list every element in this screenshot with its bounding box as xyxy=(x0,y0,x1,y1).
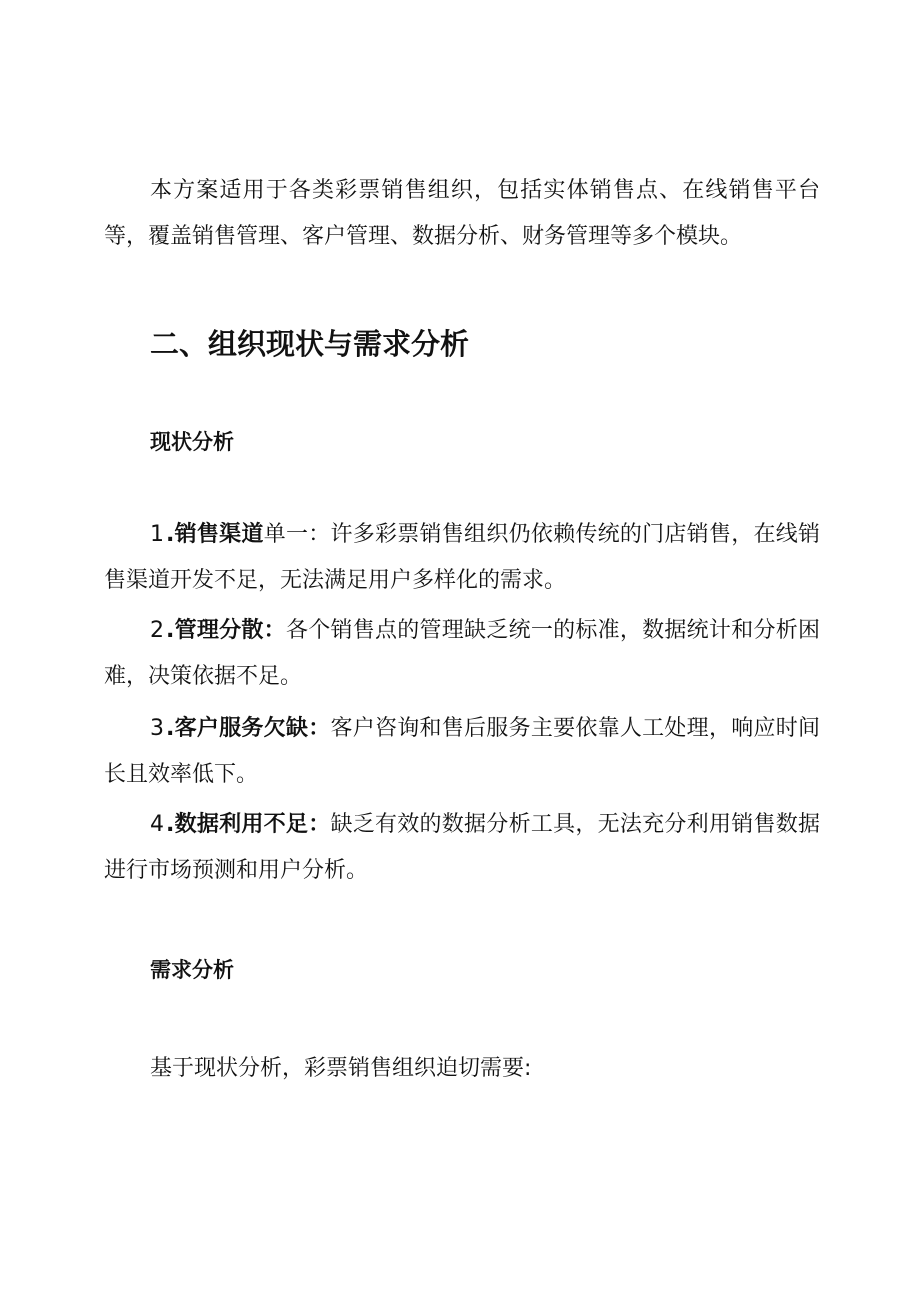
item-label: .数据利用不足： xyxy=(166,812,331,837)
status-item-1 xyxy=(104,512,820,604)
needs-intro-paragraph: 基于现状分析，彩票销售组织迫切需要: xyxy=(150,1056,532,1081)
item-number: 2 xyxy=(150,618,164,643)
item-text: 单一：许多彩票销售组织仍依赖传统的门店销售，在线销售渠道开发不足，无法满足用户多样化的需求。 xyxy=(104,522,820,593)
item-text: 客户咨询和售后服务主要依靠人工处理，响应时间长且效率低下。 xyxy=(104,716,820,787)
status-item-3 xyxy=(104,706,820,798)
item-text: 各个销售点的管理缺乏统一的标准，数据统计和分析困难，决策依据不足。 xyxy=(104,618,820,689)
status-analysis-heading: 现状分析 xyxy=(150,430,234,454)
item-label: .销售渠道 xyxy=(166,522,264,547)
status-item-4 xyxy=(104,802,820,894)
intro-paragraph: 本方案适用于各类彩票销售组织，包括实体销售点、在线销售平台等，覆盖销售管理、客户管理、数据分析、财务管理等多个模块。 xyxy=(104,178,820,249)
status-item-2 xyxy=(104,608,820,700)
item-label: .客户服务欠缺： xyxy=(166,716,331,741)
item-number: 1 xyxy=(150,522,164,547)
item-number: 4 xyxy=(150,812,164,837)
needs-analysis-heading: 需求分析 xyxy=(150,958,234,982)
section-heading: 二、组织现状与需求分析 xyxy=(150,327,470,361)
item-number: 3 xyxy=(150,716,164,741)
item-label: .管理分散： xyxy=(166,618,286,643)
item-text: 缺乏有效的数据分析工具，无法充分利用销售数据进行市场预测和用户分析。 xyxy=(104,812,820,883)
